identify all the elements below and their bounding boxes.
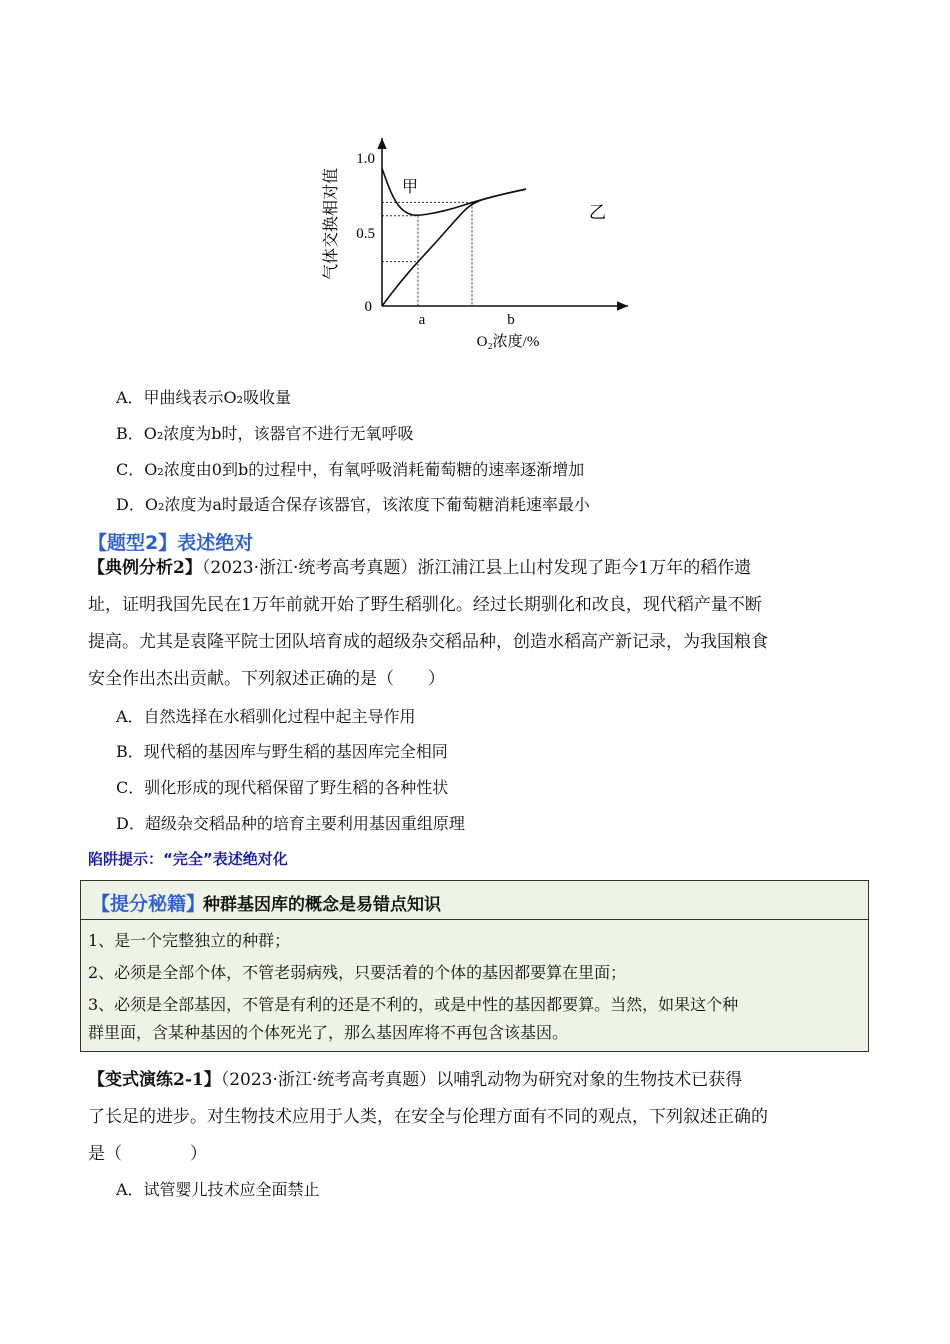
variant-line-2: 了长足的进步。对生物技术应用于人类，在安全与伦理方面有不同的观点，下列叙述正确的 (88, 1107, 768, 1127)
tip-title: 【提分秘籍】 (91, 893, 206, 915)
tip-line-1: 1、是一个完整独立的种群； (88, 931, 291, 950)
axes (382, 138, 628, 306)
y-axis-label: 气体交换相对值 (323, 167, 340, 281)
example2-option-b: B．现代稻的基因库与野生稻的基因库完全相同 (116, 742, 448, 761)
section-heading: 【题型2】表述绝对 (88, 532, 254, 554)
variant-paragraph (88, 1062, 864, 1173)
example2-option-c: C．驯化形成的现代稻保留了野生稻的各种性状 (116, 778, 449, 797)
trap-hint: 陷阱提示：“完全”表述绝对化 (88, 850, 288, 868)
q1-option-c: C．O₂浓度由0到b的过程中，有氧呼吸消耗葡萄糖的速率逐渐增加 (116, 460, 585, 479)
axis-labels (322, 151, 606, 350)
tip-header (81, 881, 868, 920)
x-axis-label: O₂浓度/% (476, 334, 540, 350)
example2-line-1: 【典例分析2】（2023·浙江·统考高考真题）浙江浦江县上山村发现了距今1万年的稻作遗 (88, 558, 752, 578)
variant-line-3: 是（ ） (88, 1144, 207, 1164)
q1-option-a: A．甲曲线表示O₂吸收量 (116, 388, 292, 407)
example2-paragraph (88, 550, 864, 698)
series-label-jia: 甲 (402, 179, 419, 196)
example2-label: 【典例分析2】 (88, 558, 202, 578)
tip-subtitle: 种群基因库的概念是易错点知识 (203, 895, 441, 915)
x-tick-b: b (507, 312, 515, 328)
tip-line-3: 3、必须是全部基因，不管是有利的还是不利的，或是中性的基因都要算。当然，如果这个种 (88, 995, 739, 1014)
chart-svg (300, 128, 650, 363)
q1-option-d: D．O₂浓度为a时最适合保存该器官，该浓度下葡萄糖消耗速率最小 (116, 495, 590, 514)
variant-option-a: A．试管婴儿技术应全面禁止 (116, 1180, 320, 1199)
series-line-yi (382, 189, 526, 306)
tip-box (80, 880, 869, 1052)
variant-label: 【变式演练2-1】 (88, 1070, 221, 1090)
series-label-yi: 乙 (589, 203, 606, 222)
variant-line-1: 【变式演练2-1】（2023·浙江·统考高考真题）以哺乳动物为研究对象的生物技术已获得 (88, 1070, 743, 1090)
y-tick-05: 0.5 (356, 226, 375, 242)
example2-line-4: 安全作出杰出贡献。下列叙述正确的是（ ） (88, 669, 445, 689)
q1-option-b: B．O₂浓度为b时，该器官不进行无氧呼吸 (116, 424, 414, 443)
y-tick-0: 0 (364, 299, 372, 315)
tip-line-2: 2、必须是全部个体，不管老弱病残，只要活着的个体的基因都要算在里面； (88, 963, 627, 982)
gas-exchange-chart (300, 128, 650, 363)
tip-line-4: 群里面，含某种基因的个体死光了，那么基因库将不再包含该基因。 (88, 1023, 569, 1042)
y-tick-1: 1.0 (356, 151, 375, 167)
example2-option-a: A．自然选择在水稻驯化过程中起主导作用 (116, 707, 416, 726)
x-tick-a: a (418, 312, 426, 328)
example2-line-2: 址，证明我国先民在1万年前就开始了野生稻驯化。经过长期驯化和改良，现代稻产量不断 (88, 595, 762, 615)
example2-line-3: 提高。尤其是袁隆平院士团队培育成的超级杂交稻品种，创造水稻高产新记录，为我国粮食 (88, 632, 768, 652)
example2-option-d: D．超级杂交稻品种的培育主要利用基因重组原理 (116, 814, 465, 833)
